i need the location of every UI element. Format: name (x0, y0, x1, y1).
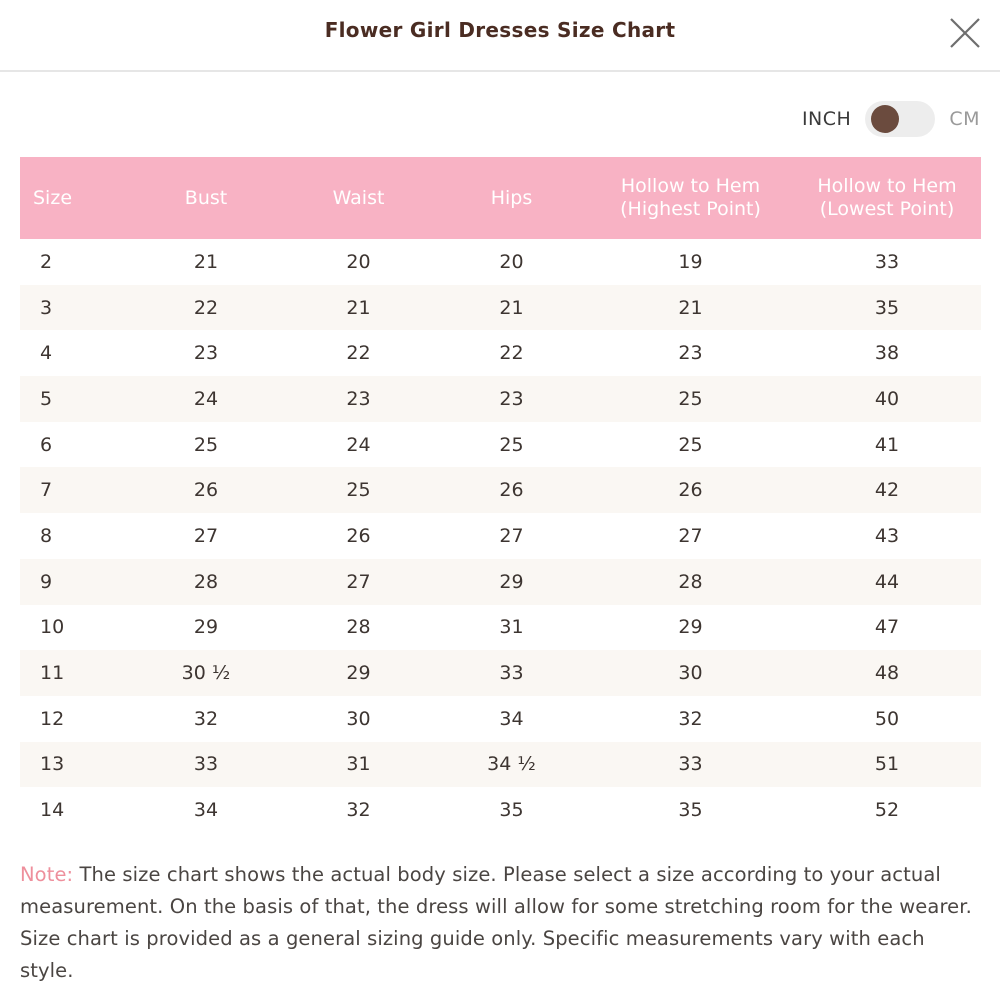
table-cell: 32 (346, 799, 371, 822)
table-cell: 41 (874, 433, 900, 456)
column-header (282, 157, 435, 239)
table-row (20, 787, 981, 833)
table-cell: 47 (874, 616, 900, 639)
unit-cm-label[interactable]: CM (949, 108, 980, 130)
table-cell: 42 (874, 479, 900, 502)
table-cell: 11 (40, 662, 65, 685)
table-cell: 9 (40, 570, 53, 593)
table-cell: 30 (346, 707, 371, 730)
table-cell: 2 (40, 250, 53, 273)
unit-toggle (802, 100, 980, 138)
column-header (20, 157, 130, 239)
table-cell: 25 (499, 433, 524, 456)
table-cell: 12 (40, 707, 65, 730)
table-cell: 29 (678, 616, 703, 639)
table-cell: 35 (874, 296, 900, 319)
table-cell: 24 (193, 387, 219, 410)
close-button[interactable] (948, 16, 982, 50)
modal-title: Flower Girl Dresses Size Chart (324, 18, 676, 42)
table-cell: 31 (499, 616, 524, 639)
table-cell: 44 (874, 570, 900, 593)
table-cell: 21 (346, 296, 371, 319)
note-label: Note: (20, 863, 74, 886)
table-cell: 27 (193, 524, 219, 547)
table-row (20, 285, 981, 331)
column-header-line1: Waist (332, 186, 385, 209)
close-icon (948, 16, 982, 50)
table-cell: 40 (874, 387, 900, 410)
table-cell: 26 (346, 524, 371, 547)
table-cell: 29 (499, 570, 524, 593)
table-cell: 19 (678, 250, 703, 273)
table-row (20, 696, 981, 742)
unit-switch[interactable] (865, 101, 935, 137)
table-cell: 22 (499, 342, 524, 365)
table-cell: 27 (499, 524, 524, 547)
table-body (20, 239, 981, 833)
table-cell: 27 (678, 524, 703, 547)
table-cell: 33 (678, 753, 703, 776)
note-text: The size chart shows the actual body size. Please select a size according to your actual measurement. On the basis of that, the dress will allow for some stretching room for the wearer. Size chart is provided as a general sizing guide only. Specific measurements vary with each style. (20, 863, 972, 982)
column-header (435, 157, 588, 239)
table-cell: 23 (193, 342, 219, 365)
table-cell: 7 (40, 479, 53, 502)
table-cell: 52 (874, 799, 900, 822)
table-cell: 4 (40, 342, 53, 365)
table-cell: 34 ½ (487, 753, 536, 776)
column-header-line1: Hollow to Hem (817, 175, 957, 197)
table-cell: 26 (678, 479, 703, 502)
column-header-line1: Hollow to Hem (620, 175, 761, 197)
table-cell: 32 (193, 707, 219, 730)
table-cell: 8 (40, 524, 53, 547)
table-cell: 35 (678, 799, 703, 822)
table-row (20, 650, 981, 696)
table-cell: 29 (193, 616, 219, 639)
table-cell: 32 (678, 707, 703, 730)
column-header (588, 157, 793, 239)
table-cell: 24 (346, 433, 371, 456)
table-cell: 27 (346, 570, 371, 593)
column-header-line2: (Lowest Point) (819, 198, 955, 220)
table-cell: 22 (193, 296, 219, 319)
table-row (20, 742, 981, 788)
table-cell: 28 (346, 616, 371, 639)
table-cell: 38 (874, 342, 900, 365)
table-cell: 6 (40, 433, 53, 456)
table-cell: 34 (193, 799, 219, 822)
size-table (20, 157, 981, 833)
column-header-line2: (Highest Point) (620, 198, 761, 220)
table-cell: 28 (193, 570, 219, 593)
table-cell: 23 (346, 387, 371, 410)
table-cell: 30 (678, 662, 703, 685)
switch-knob[interactable] (871, 105, 899, 133)
table-cell: 3 (40, 296, 53, 319)
modal-header (0, 0, 1000, 72)
table-cell: 26 (499, 479, 524, 502)
table-cell: 21 (499, 296, 524, 319)
table-cell: 35 (499, 799, 524, 822)
table-cell: 31 (346, 753, 371, 776)
table-cell: 23 (678, 342, 703, 365)
table-cell: 10 (40, 616, 65, 639)
size-table-wrapper (20, 157, 981, 833)
table-cell: 33 (874, 250, 900, 273)
table-cell: 21 (678, 296, 703, 319)
table-cell: 21 (193, 250, 219, 273)
table-row (20, 559, 981, 605)
table-cell: 25 (193, 433, 219, 456)
column-header (130, 157, 282, 239)
table-cell: 26 (193, 479, 219, 502)
table-row (20, 239, 981, 285)
table-row (20, 422, 981, 468)
table-cell: 22 (346, 342, 371, 365)
table-cell: 30 ½ (181, 662, 231, 685)
table-cell: 25 (678, 433, 703, 456)
table-cell: 29 (346, 662, 371, 685)
table-cell: 14 (40, 799, 65, 822)
table-row (20, 330, 981, 376)
table-header (20, 157, 981, 239)
table-cell: 20 (346, 250, 371, 273)
table-cell: 25 (346, 479, 371, 502)
header-row (20, 157, 981, 239)
table-cell: 34 (499, 707, 524, 730)
table-row (20, 513, 981, 559)
table-row (20, 467, 981, 513)
table-cell: 43 (874, 524, 900, 547)
table-cell: 20 (499, 250, 524, 273)
table-row (20, 376, 981, 422)
table-cell: 25 (678, 387, 703, 410)
table-cell: 23 (499, 387, 524, 410)
size-note (20, 859, 980, 987)
table-cell: 28 (678, 570, 703, 593)
table-cell: 13 (40, 753, 65, 776)
table-cell: 48 (874, 662, 900, 685)
table-cell: 50 (874, 707, 900, 730)
column-header (793, 157, 981, 239)
unit-inch-label[interactable]: INCH (801, 108, 852, 130)
table-cell: 33 (193, 753, 219, 776)
column-header-line1: Bust (184, 186, 228, 209)
column-header-line1: Hips (490, 186, 533, 209)
table-cell: 51 (874, 753, 900, 776)
table-row (20, 605, 981, 651)
table-cell: 33 (499, 662, 524, 685)
column-header-line1: Size (33, 186, 73, 209)
table-cell: 5 (40, 387, 53, 410)
